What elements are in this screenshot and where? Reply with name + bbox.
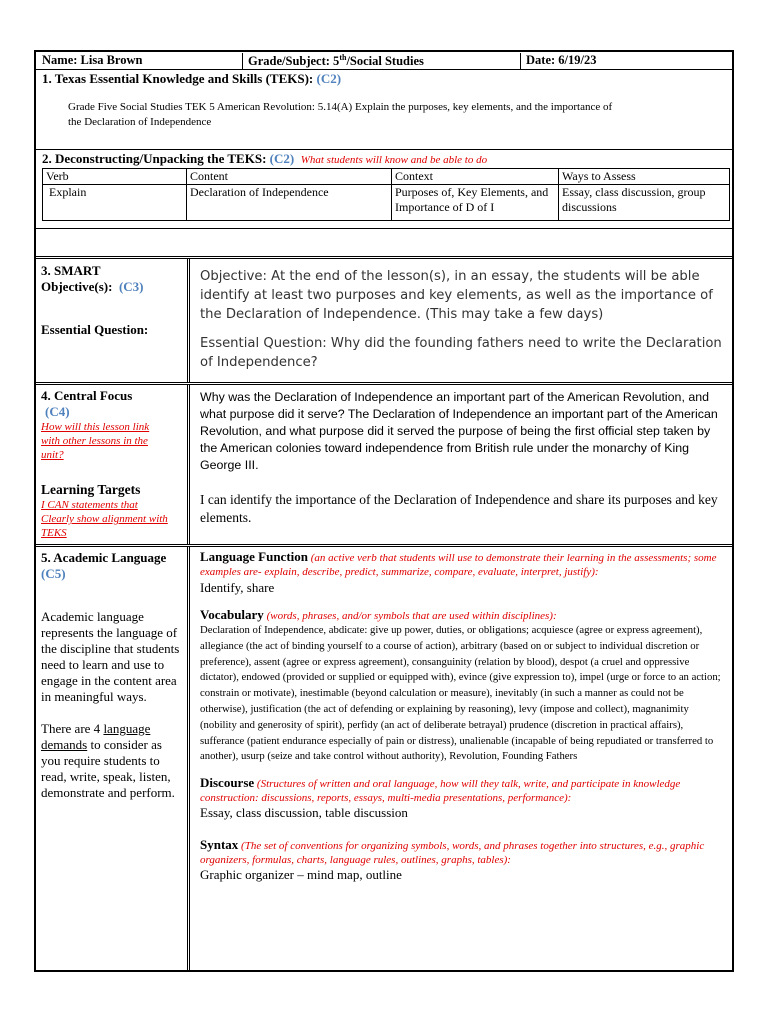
central-focus-note: How will this lesson link with other lessons in the unit? bbox=[41, 421, 150, 461]
grade-subject: Grade/Subject: 5th/Social Studies bbox=[248, 53, 424, 69]
discourse-title: Discourse bbox=[200, 775, 255, 791]
objective-text: Objective: At the end of the lesson(s), in an essay, the students will be able identify at least two purposes and key elements, as well as the importance of the Declaration of Independence. (This may take a few days) bbox=[200, 269, 713, 322]
syntax-note: (The set of conventions for organizing symbols, words, and phrases together into structures, e.g., graphic organizers, formulas, charts, language rules, outlines, graphs, tables): bbox=[200, 840, 705, 867]
smart-title: 3. SMART bbox=[41, 263, 101, 278]
discourse-note: (Structures of written and oral language, how will they talk, write, and participate in knowledge construction: discussions, reports, essays, multi-media presentations, performance): bbox=[200, 778, 681, 805]
academic-language-title: 5. Academic Language bbox=[41, 550, 167, 565]
teks-title: 1. Texas Essential Knowledge and Skills (TEKS): bbox=[42, 71, 314, 86]
col-verb: Verb bbox=[43, 169, 187, 185]
teks-code: (C2) bbox=[316, 71, 342, 86]
vocabulary-title: Vocabulary bbox=[200, 607, 264, 622]
essential-question-label: Essential Question: bbox=[41, 322, 149, 337]
teks-line-2: the Declaration of Independence bbox=[68, 116, 212, 128]
teks-section bbox=[42, 71, 732, 130]
learning-targets-title: Learning Targets bbox=[41, 482, 141, 497]
language-function-value: Identify, share bbox=[200, 580, 275, 595]
central-focus-row bbox=[36, 385, 732, 544]
table-row bbox=[43, 185, 730, 221]
cell-ways-to-assess: Essay, class discussion, group discussions bbox=[559, 185, 730, 221]
vocabulary-note: (words, phrases, and/or symbols that are used within disciplines): bbox=[266, 610, 557, 622]
language-function-title: Language Function bbox=[200, 549, 308, 564]
col-ways-to-assess: Ways to Assess bbox=[559, 169, 730, 185]
teacher-name: Name: Lisa Brown bbox=[42, 53, 143, 67]
lesson-date: Date: 6/19/23 bbox=[526, 53, 597, 67]
teks-line-1: Grade Five Social Studies TEK 5 American Revolution: 5.14(A) Explain the purposes, key elements, and the importance of bbox=[68, 101, 613, 113]
unpacking-code: (C2) bbox=[269, 151, 295, 166]
cell-content: Declaration of Independence bbox=[187, 185, 392, 221]
central-focus-text: Why was the Declaration of Independence an important part of the American Revolution, and what purpose did it serve? The Declaration of Independence an important part of the American Revolution, and what purpose did it served the purpose of being the first official step taken by the American colonies toward independence from British rule under the monarchy of King George III. bbox=[200, 390, 718, 472]
smart-objective-row bbox=[36, 259, 732, 382]
language-demands-text: There are 4 language demands to consider as you require students to read, write, speak, listen, demonstrate and perform. bbox=[41, 721, 175, 800]
lesson-plan-page bbox=[34, 50, 734, 972]
cell-context: Purposes of, Key Elements, and Importance of D of I bbox=[392, 185, 559, 221]
syntax-value: Graphic organizer – mind map, outline bbox=[200, 867, 402, 883]
objectives-label: Objective(s): bbox=[41, 279, 113, 294]
cell-verb: Explain bbox=[43, 185, 187, 221]
header-row bbox=[36, 52, 732, 70]
central-focus-title: 4. Central Focus bbox=[41, 388, 133, 403]
language-function-note: (an active verb that students will use to demonstrate their learning in the assessments; some examples are- explain, describe, predict, summarize, compare, evaluate, interpret, justify): bbox=[200, 552, 717, 578]
unpacking-title: 2. Deconstructing/Unpacking the TEKS: bbox=[42, 151, 267, 166]
academic-language-code: (C5) bbox=[41, 566, 66, 581]
academic-language-row bbox=[36, 547, 732, 972]
essential-question-text: Essential Question: Why did the founding fathers need to write the Declaration of Independence? bbox=[200, 336, 722, 370]
unpacking-note: What students will know and be able to do bbox=[300, 154, 488, 166]
unpacking-section bbox=[42, 151, 732, 167]
col-context: Context bbox=[392, 169, 559, 185]
vocabulary-value: Declaration of Independence, abdicate: give up power, duties, or obligations; acquiesce (agree or express agreement), allegiance (the act of binding yourself to a course of action), arbitrary (based on or subject to individual discretion or preference), assent (agree or express agreement), consanguinity (relation by blood), despot (a cruel and oppressive dictator), endowed (provided or supplied or equipped with), evince (give expression to), impel (urge or force to an action; constrain or motivate), inestimable (beyond calculation or measure), inevitably (in such a manner as could not be otherwise), justification (the act of defending or explaining by reasoning), levy (impose and collect), magnanimity (nobility and generosity of spirit), perfidy (an act of deliberate betrayal) prudence (discretion in practical affairs), sufferance (patient endurance especially of pain or distress), unalienable (incapable of being repudiated or transferred to another), usurp (seize and take control without authority), Revolution, Founding Fathers bbox=[200, 624, 721, 763]
syntax-title: Syntax bbox=[200, 837, 239, 853]
academic-language-description: Academic language represents the language of the discipline that students need to learn and use to engage in the content area in meaningful ways. bbox=[41, 609, 180, 704]
language-demands-link: language demands bbox=[41, 721, 151, 752]
learning-targets-note: I CAN statements that Clearly show alignment with TEKS bbox=[41, 499, 168, 539]
discourse-value: Essay, class discussion, table discussion bbox=[200, 805, 408, 821]
col-content: Content bbox=[187, 169, 392, 185]
unpacking-table bbox=[42, 168, 730, 221]
smart-code: (C3) bbox=[118, 279, 144, 294]
table-header-row bbox=[43, 169, 730, 185]
central-focus-code: (C4) bbox=[45, 404, 70, 419]
learning-target-text: I can identify the importance of the Declaration of Independence and share its purposes and key elements. bbox=[200, 492, 718, 525]
